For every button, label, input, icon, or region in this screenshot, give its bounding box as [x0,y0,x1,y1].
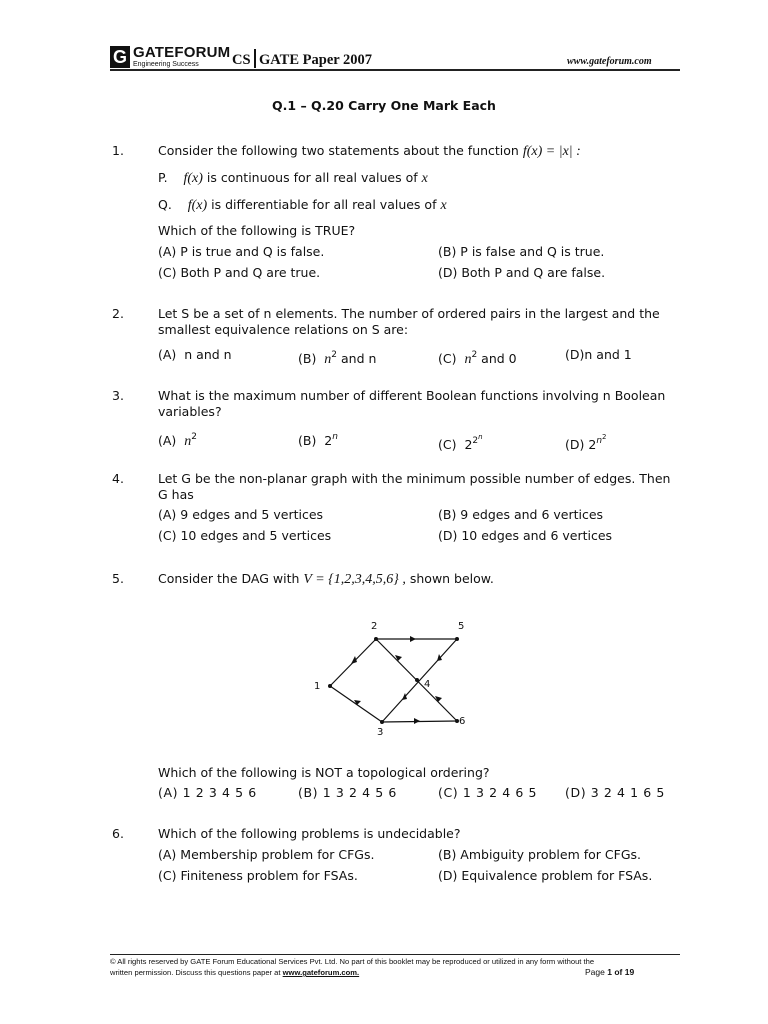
statement-var: x [440,198,447,213]
option-label: (C) [438,351,457,366]
option-b[interactable]: (B) Ambiguity problem for CFGs. [438,847,641,862]
dag-diagram [300,615,480,740]
footer-line-1: © All rights reserved by GATE Forum Educational Services Pvt. Ltd. No part of this booklet may be reproduced or utilized in any form without the [110,957,595,966]
page-of: of [614,967,623,977]
arrow-1-2 [351,656,357,664]
option-text: and n [341,351,377,366]
arrow-3-4 [402,693,407,700]
subject-code: CS [232,52,251,68]
option-label: (A) [158,433,177,448]
option-a[interactable]: (A) 9 edges and 5 vertices [158,507,324,522]
option-b[interactable] [298,429,338,449]
arrow-2-5 [410,636,416,642]
statement-p [158,170,428,187]
option-math: 2 [464,437,473,452]
question-stem-cont: G has [158,487,194,502]
statement-text: is continuous for all real values of [206,170,418,185]
option-d[interactable]: (D) Both P and Q are false. [438,265,606,280]
page-number [585,967,634,977]
option-c[interactable]: (C) 10 edges and 5 vertices [158,528,332,543]
question-stem: Let G be the non-planar graph with the minimum possible number of edges. Then [158,471,671,486]
option-math: n [184,434,192,449]
logo-tagline: Engineering Success [133,61,199,68]
option-c[interactable] [438,429,483,453]
question-number: 3. [112,388,124,403]
question-prompt: Which of the following is TRUE? [158,223,356,238]
question-number: 5. [112,571,124,586]
option-label: (B) [298,433,317,448]
footer-notice [110,956,594,978]
question-number: 4. [112,471,124,486]
page-current: 1 [607,967,612,977]
statement-q [158,197,447,214]
option-exponent: n [596,436,603,446]
statement-var: x [421,171,428,186]
section-title: Q.1 – Q.20 Carry One Mark Each [272,98,496,113]
option-d[interactable] [565,347,632,363]
node-5 [455,637,459,641]
option-math: n [464,352,472,367]
option-a[interactable]: (A) 1 2 3 4 5 6 [158,785,257,800]
arrow-3-6 [414,718,420,724]
option-label: (D) [565,437,585,452]
option-d[interactable]: (D) 3 2 4 1 6 5 [565,785,665,800]
option-c[interactable]: (C) 1 3 2 4 6 5 [438,785,538,800]
node-2 [374,637,378,641]
node-label-1: 1 [314,681,321,692]
stem-math: f(x) = |x| : [522,144,581,159]
question-number: 1. [112,143,124,158]
question-number: 2. [112,306,124,321]
footer-line-2 [110,967,594,978]
node-label-6: 6 [459,716,466,727]
footer-line-2-text: written permission. Discuss this questions paper at [110,968,281,977]
option-b[interactable]: (B) P is false and Q is true. [438,244,605,259]
option-math: 2 [324,433,333,448]
option-b[interactable]: (B) 1 3 2 4 5 6 [298,785,397,800]
question-stem: Which of the following problems is undecidable? [158,826,461,841]
option-text: n and n [184,347,232,362]
question-stem [158,571,494,588]
header-separator [254,49,256,68]
node-label-2: 2 [371,621,378,632]
option-text: and 0 [481,351,517,366]
page-total: 19 [624,967,635,977]
option-exponent: 2 [471,350,478,360]
paper-title: GATE Paper 2007 [259,52,373,68]
option-c[interactable] [438,347,517,368]
option-label: (A) [158,347,177,362]
node-label-4: 4 [424,679,431,690]
option-exponent-2: 2 [602,433,607,441]
statement-label: Q. [158,197,172,212]
option-c[interactable]: (C) Both P and Q are true. [158,265,321,280]
statement-label: P. [158,170,168,185]
arrow-1-3 [354,700,361,705]
option-label: (C) [438,437,457,452]
option-math: n [324,352,332,367]
node-1 [328,684,332,688]
question-prompt: Which of the following is NOT a topological ordering? [158,765,490,780]
header-url[interactable]: www.gateforum.com [567,56,652,67]
header-rule [110,69,680,71]
question-stem [158,143,581,160]
option-c[interactable]: (C) Finiteness problem for FSAs. [158,868,358,883]
arrow-4-5 [437,654,442,661]
logo-name: GATEFORUM [133,44,231,61]
node-label-5: 5 [458,621,465,632]
option-b[interactable]: (B) 9 edges and 6 vertices [438,507,604,522]
stem-text: Consider the DAG with [158,571,300,586]
logo-mark: G [110,46,130,68]
question-stem: What is the maximum number of different Boolean functions involving n Boolean [158,388,666,403]
option-a[interactable] [158,429,197,450]
question-stem-cont: variables? [158,404,222,419]
option-a[interactable] [158,347,232,363]
option-d[interactable]: (D) Equivalence problem for FSAs. [438,868,653,883]
option-math: 2 [588,437,597,452]
stem-text: Consider the following two statements about the function [158,143,519,158]
option-a[interactable]: (A) P is true and Q is false. [158,244,325,259]
option-exponent: 2 [472,436,479,446]
statement-text: is differentiable for all real values of [211,197,437,212]
footer-link[interactable]: www.gateforum.com. [282,968,360,977]
option-exponent: 2 [331,350,338,360]
option-b[interactable] [298,347,376,368]
option-exponent: n [332,432,338,442]
statement-math: f(x) [183,171,203,186]
option-d[interactable]: (D) 10 edges and 6 vertices [438,528,613,543]
option-text: n and 1 [584,347,632,362]
question-number: 6. [112,826,124,841]
stem-math: V = {1,2,3,4,5,6} , [303,572,406,587]
question-stem-cont: smallest equivalence relations on S are: [158,322,409,337]
option-label: (B) [298,351,317,366]
node-label-3: 3 [377,727,384,738]
option-label: (D) [565,347,585,362]
option-exponent-2: n [478,433,483,441]
page-label: Page [585,967,605,977]
option-a[interactable]: (A) Membership problem for CFGs. [158,847,375,862]
stem-text-end: shown below. [409,571,494,586]
option-d[interactable] [565,429,607,453]
option-exponent: 2 [191,432,197,442]
question-stem: Let S be a set of n elements. The number of ordered pairs in the largest and the [158,306,660,321]
statement-math: f(x) [187,198,208,213]
node-4 [415,678,419,682]
footer-rule [110,954,680,955]
edge-1-3 [330,686,382,722]
node-3 [380,720,384,724]
